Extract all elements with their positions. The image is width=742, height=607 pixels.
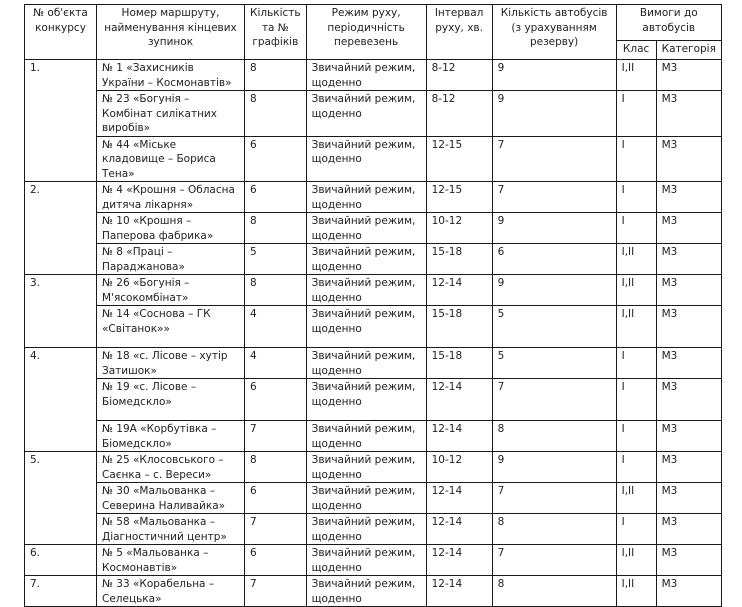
object-number: 6.: [25, 545, 97, 576]
object-number: 2.: [25, 182, 97, 275]
interval-cell: 12-14: [426, 483, 492, 514]
class-cell: I,II: [616, 576, 656, 607]
category-cell: M3: [656, 213, 721, 244]
category-cell: M3: [656, 514, 721, 545]
interval-cell: 15-18: [426, 306, 492, 348]
route-cell: № 1 «Захисників України – Космонавтів»: [97, 60, 245, 91]
header-class: Клас: [616, 41, 656, 60]
mode-cell: Звичайний режим, щоденно: [306, 483, 426, 514]
object-number: 4.: [25, 348, 97, 452]
count-cell: 6: [245, 136, 307, 182]
class-cell: I: [616, 379, 656, 421]
interval-cell: 12-14: [426, 379, 492, 421]
route-cell: № 33 «Корабельна – Селецька»: [97, 576, 245, 607]
category-cell: M3: [656, 60, 721, 91]
table-row: [25, 483, 722, 514]
count-cell: 8: [245, 452, 307, 483]
category-cell: M3: [656, 182, 721, 213]
mode-cell: Звичайний режим, щоденно: [306, 213, 426, 244]
class-cell: I,II: [616, 483, 656, 514]
object-number: 5.: [25, 452, 97, 545]
buses-cell: 9: [492, 213, 616, 244]
interval-cell: 10-12: [426, 452, 492, 483]
mode-cell: Звичайний режим, щоденно: [306, 182, 426, 213]
buses-cell: 9: [492, 275, 616, 306]
table-row: [25, 514, 722, 545]
header-route: Номер маршруту, найменування кінцевих зупинок: [97, 5, 245, 60]
mode-cell: Звичайний режим, щоденно: [306, 275, 426, 306]
header-row: [25, 5, 722, 41]
object-number: 3.: [25, 275, 97, 348]
route-cell: № 19А «Корбутівка – Біомедскло»: [97, 421, 245, 452]
buses-cell: 5: [492, 306, 616, 348]
count-cell: 7: [245, 514, 307, 545]
route-cell: № 30 «Мальованка – Северина Наливайка»: [97, 483, 245, 514]
buses-cell: 7: [492, 483, 616, 514]
mode-cell: Звичайний режим, щоденно: [306, 452, 426, 483]
count-cell: 4: [245, 348, 307, 379]
category-cell: M3: [656, 545, 721, 576]
count-cell: 8: [245, 275, 307, 306]
route-cell: № 4 «Крошня – Обласна дитяча лікарня»: [97, 182, 245, 213]
header-count: Кількість та № графіків: [245, 5, 307, 60]
buses-cell: 8: [492, 576, 616, 607]
category-cell: M3: [656, 348, 721, 379]
buses-cell: 9: [492, 452, 616, 483]
interval-cell: 12-15: [426, 136, 492, 182]
interval-cell: 12-14: [426, 545, 492, 576]
interval-cell: 8-12: [426, 60, 492, 91]
route-cell: № 8 «Праці – Параджанова»: [97, 244, 245, 275]
interval-cell: 10-12: [426, 213, 492, 244]
buses-cell: 7: [492, 379, 616, 421]
mode-cell: Звичайний режим, щоденно: [306, 306, 426, 348]
class-cell: I: [616, 514, 656, 545]
class-cell: I: [616, 421, 656, 452]
buses-cell: 6: [492, 244, 616, 275]
table-row: [25, 91, 722, 137]
interval-cell: 12-14: [426, 576, 492, 607]
route-cell: № 26 «Богунія – М'ясокомбінат»: [97, 275, 245, 306]
class-cell: I,II: [616, 306, 656, 348]
header-category: Категорія: [656, 41, 721, 60]
category-cell: M3: [656, 483, 721, 514]
class-cell: I,II: [616, 244, 656, 275]
category-cell: M3: [656, 452, 721, 483]
buses-cell: 7: [492, 182, 616, 213]
route-cell: № 18 «с. Лісове – хутір Затишок»: [97, 348, 245, 379]
class-cell: I,II: [616, 60, 656, 91]
category-cell: M3: [656, 244, 721, 275]
category-cell: M3: [656, 275, 721, 306]
count-cell: 6: [245, 483, 307, 514]
route-cell: № 10 «Крошня – Паперова фабрика»: [97, 213, 245, 244]
table-body: [25, 60, 722, 607]
table-row: [25, 545, 722, 576]
interval-cell: 15-18: [426, 244, 492, 275]
route-cell: № 25 «Клосовського – Саєнка – с. Вереси»: [97, 452, 245, 483]
route-cell: № 23 «Богунія – Комбінат силікатних виробів»: [97, 91, 245, 137]
table-row: [25, 244, 722, 275]
header-mode: Режим руху, періодичність перевезень: [306, 5, 426, 60]
buses-cell: 7: [492, 545, 616, 576]
table-row: [25, 182, 722, 213]
class-cell: I: [616, 348, 656, 379]
table-row: [25, 576, 722, 607]
category-cell: M3: [656, 91, 721, 137]
object-number: 7.: [25, 576, 97, 607]
table-row: [25, 60, 722, 91]
count-cell: 8: [245, 213, 307, 244]
table-wrapper: [24, 4, 722, 607]
route-cell: № 14 «Соснова – ГК «Світанок»»: [97, 306, 245, 348]
interval-cell: 8-12: [426, 91, 492, 137]
buses-cell: 8: [492, 514, 616, 545]
buses-cell: 8: [492, 421, 616, 452]
mode-cell: Звичайний режим, щоденно: [306, 379, 426, 421]
interval-cell: 12-14: [426, 514, 492, 545]
buses-cell: 9: [492, 60, 616, 91]
count-cell: 6: [245, 545, 307, 576]
table-row: [25, 452, 722, 483]
class-cell: I: [616, 213, 656, 244]
count-cell: 6: [245, 379, 307, 421]
route-cell: № 58 «Мальованка – Діагностичний центр»: [97, 514, 245, 545]
mode-cell: Звичайний режим, щоденно: [306, 60, 426, 91]
buses-cell: 5: [492, 348, 616, 379]
class-cell: I: [616, 136, 656, 182]
category-cell: M3: [656, 421, 721, 452]
header-interval: Інтервал руху, хв.: [426, 5, 492, 60]
category-cell: M3: [656, 136, 721, 182]
count-cell: 8: [245, 60, 307, 91]
object-number: 1.: [25, 60, 97, 182]
count-cell: 4: [245, 306, 307, 348]
table-row: [25, 379, 722, 421]
mode-cell: Звичайний режим, щоденно: [306, 244, 426, 275]
mode-cell: Звичайний режим, щоденно: [306, 514, 426, 545]
count-cell: 7: [245, 576, 307, 607]
route-cell: № 19 «с. Лісове – Біомедскло»: [97, 379, 245, 421]
class-cell: I: [616, 452, 656, 483]
mode-cell: Звичайний режим, щоденно: [306, 91, 426, 137]
buses-cell: 9: [492, 91, 616, 137]
class-cell: I,II: [616, 545, 656, 576]
category-cell: M3: [656, 379, 721, 421]
count-cell: 8: [245, 91, 307, 137]
class-cell: I: [616, 91, 656, 137]
mode-cell: Звичайний режим, щоденно: [306, 421, 426, 452]
interval-cell: 12-15: [426, 182, 492, 213]
mode-cell: Звичайний режим, щоденно: [306, 545, 426, 576]
table-row: [25, 306, 722, 348]
routes-table: [24, 4, 722, 607]
category-cell: M3: [656, 306, 721, 348]
interval-cell: 12-14: [426, 421, 492, 452]
class-cell: I: [616, 182, 656, 213]
buses-cell: 7: [492, 136, 616, 182]
mode-cell: Звичайний режим, щоденно: [306, 136, 426, 182]
route-cell: № 5 «Мальованка –Космонавтів»: [97, 545, 245, 576]
class-cell: I,II: [616, 275, 656, 306]
count-cell: 6: [245, 182, 307, 213]
header-buses: Кількість автобусів (з урахуванням резерву): [492, 5, 616, 60]
table-row: [25, 348, 722, 379]
header-requirements: Вимоги до автобусів: [616, 5, 721, 41]
route-cell: № 44 «Міське кладовище – Бориса Тена»: [97, 136, 245, 182]
table-row: [25, 275, 722, 306]
interval-cell: 15-18: [426, 348, 492, 379]
header-num: № об'єкта конкурсу: [25, 5, 97, 60]
mode-cell: Звичайний режим, щоденно: [306, 348, 426, 379]
count-cell: 5: [245, 244, 307, 275]
mode-cell: Звичайний режим, щоденно: [306, 576, 426, 607]
table-row: [25, 213, 722, 244]
category-cell: M3: [656, 576, 721, 607]
table-row: [25, 136, 722, 182]
table-row: [25, 421, 722, 452]
interval-cell: 12-14: [426, 275, 492, 306]
count-cell: 7: [245, 421, 307, 452]
